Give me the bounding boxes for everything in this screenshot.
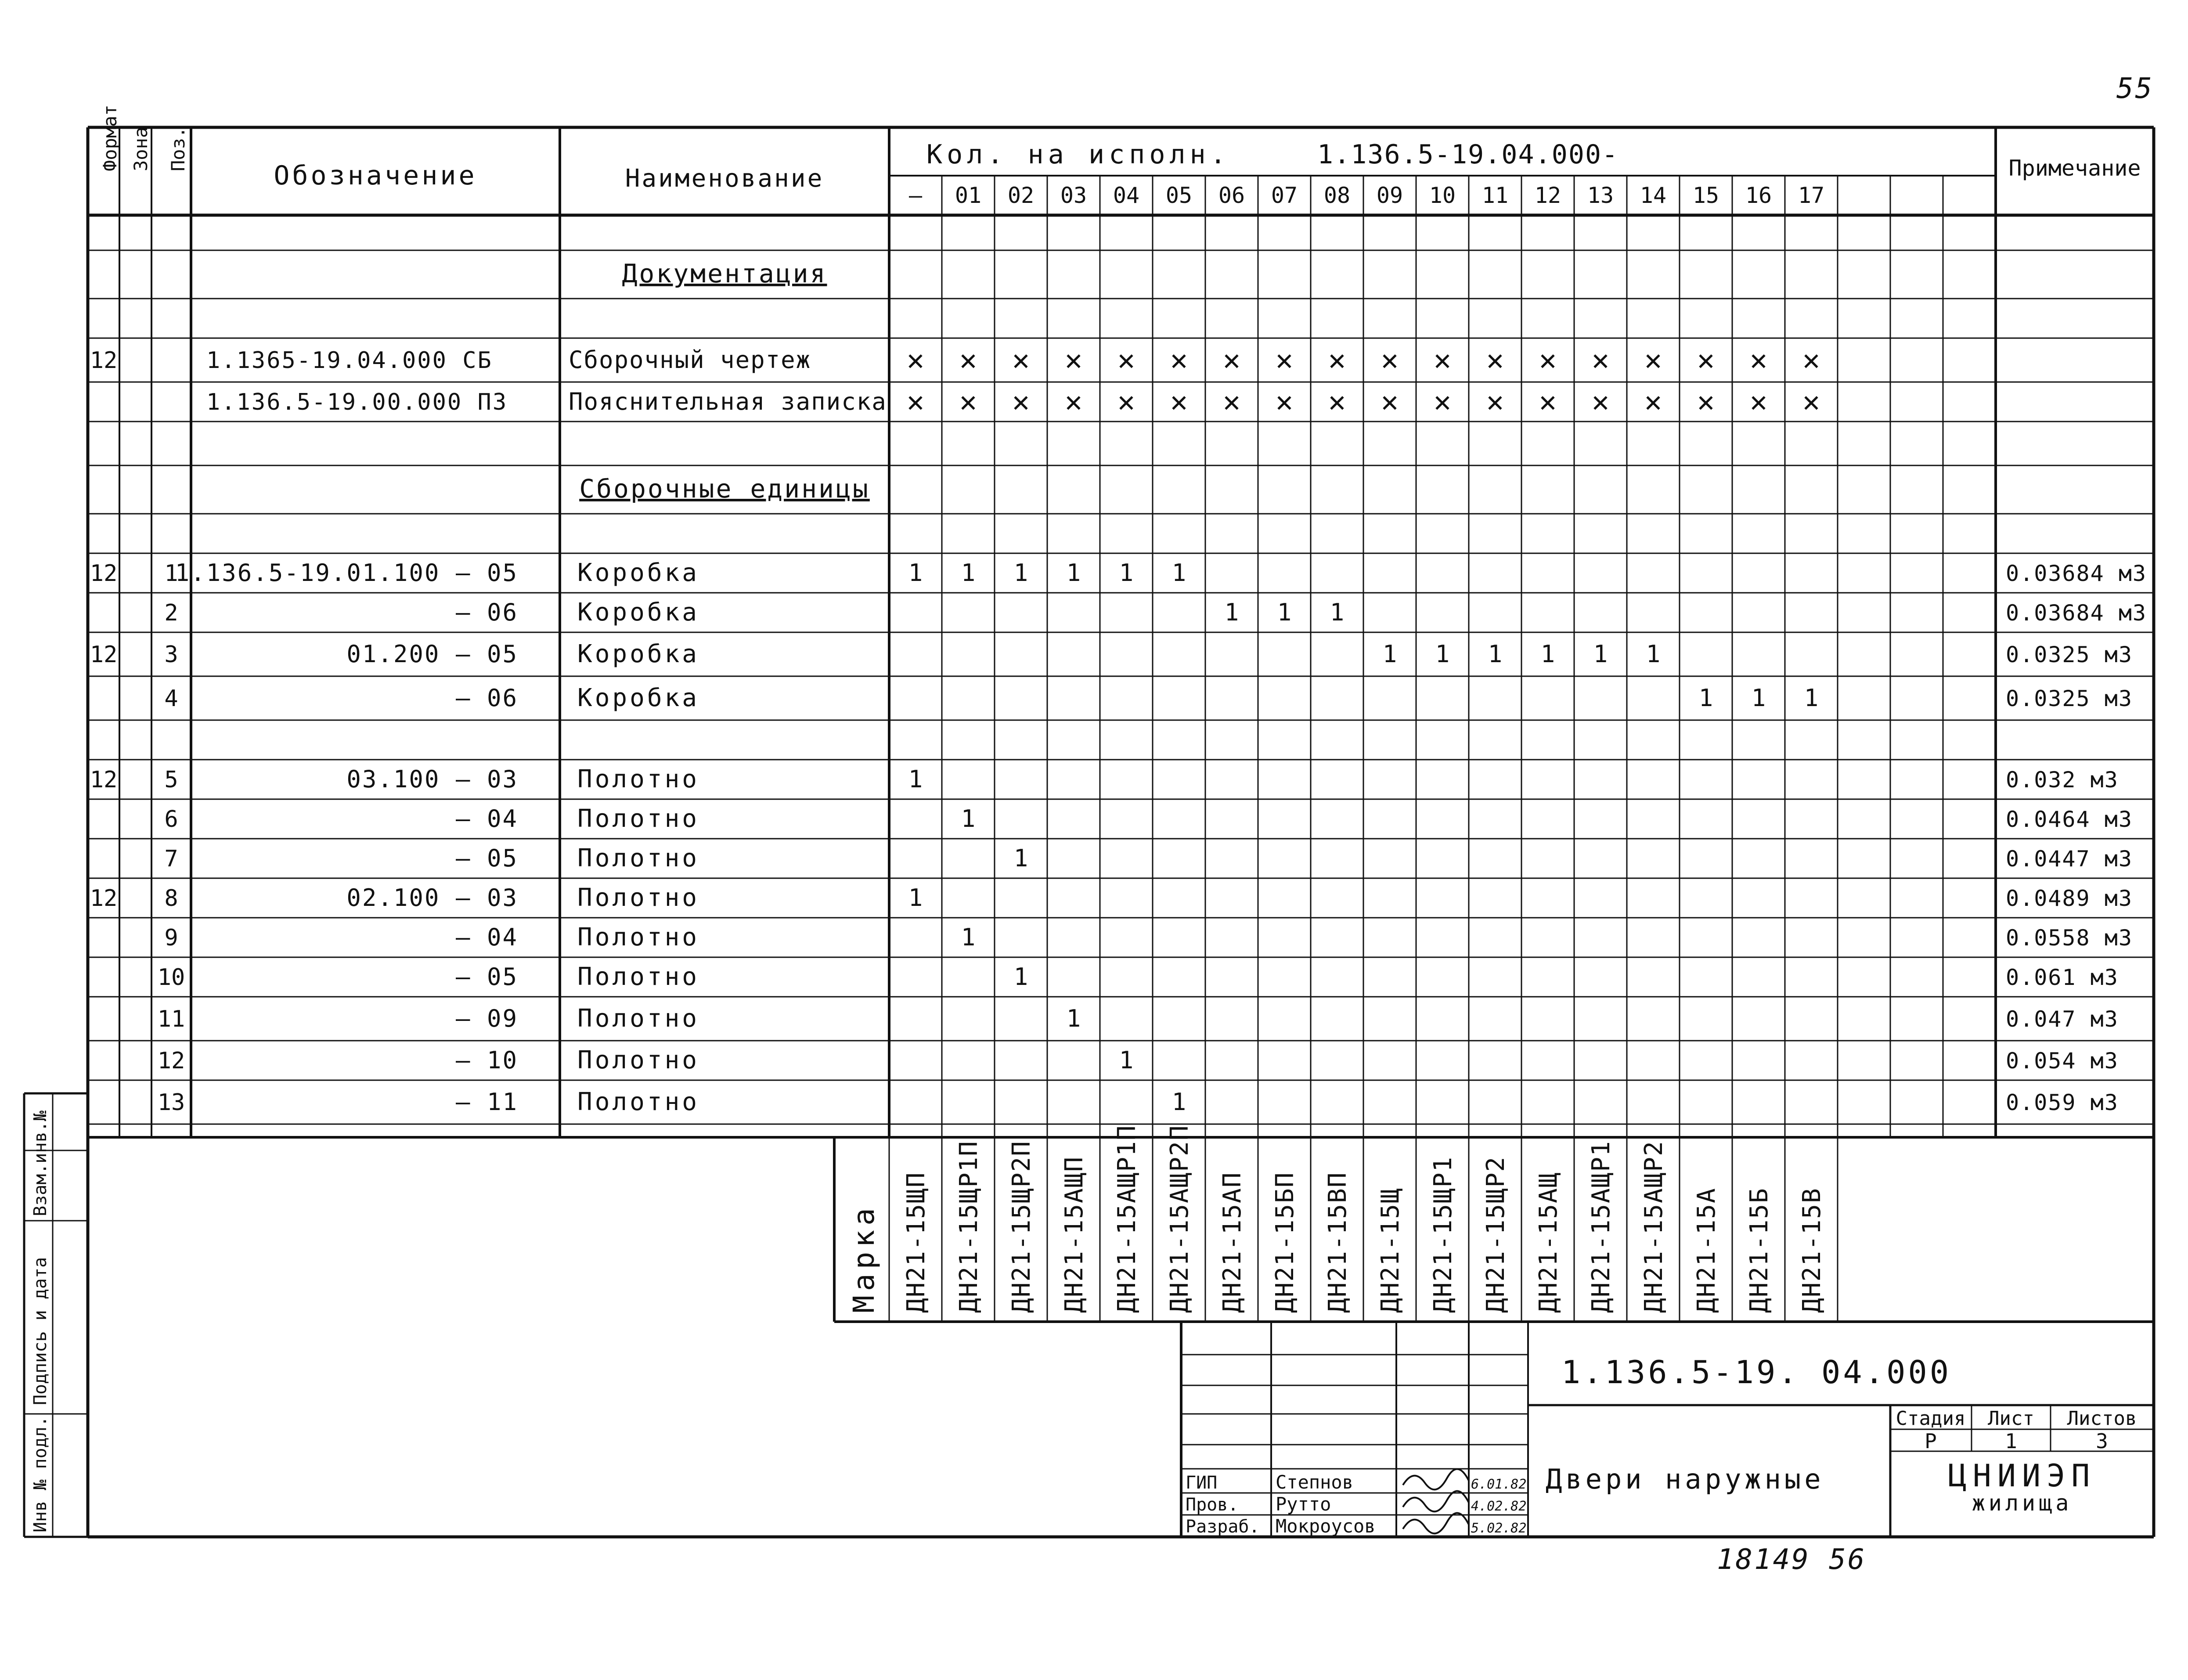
qty-value: 1 (1066, 1005, 1081, 1032)
cross-mark: ✕ (1117, 343, 1135, 377)
qty-value: 1 (908, 884, 923, 912)
cross-mark: ✕ (907, 385, 924, 418)
variant-label: — (908, 183, 923, 208)
variant-mark: ДН21-15Б (1745, 1187, 1773, 1313)
variant-mark: ДН21-15АП (1218, 1172, 1247, 1313)
variant-label: 13 (1587, 183, 1614, 208)
signer-date: 5.02.82 (1471, 1521, 1527, 1536)
signer-date: 6.01.82 (1471, 1477, 1527, 1492)
cross-mark: ✕ (1750, 385, 1767, 418)
row-designation: 02.100 — 03 (346, 884, 518, 912)
row-note: 0.054 м3 (2006, 1048, 2119, 1074)
signer-role: ГИП (1186, 1473, 1218, 1493)
qty-value: 1 (1698, 684, 1713, 712)
header-note: Примечание (2008, 155, 2141, 181)
row-designation: — 10 (455, 1046, 518, 1074)
row-format: 12 (90, 347, 118, 374)
cross-mark: ✕ (1802, 343, 1820, 377)
row-designation: — 05 (455, 844, 518, 872)
section-title: Сборочные единицы (579, 474, 870, 504)
row-pos: 9 (164, 925, 178, 951)
cross-mark: ✕ (1223, 385, 1240, 418)
signer-role: Пров. (1186, 1495, 1239, 1515)
variant-mark: ДН21-15АЩР2 (1640, 1140, 1668, 1313)
qty-value: 1 (1435, 640, 1450, 668)
row-format: 12 (90, 560, 118, 587)
row-note: 0.032 м3 (2006, 767, 2119, 793)
row-designation: 01.200 — 05 (346, 640, 518, 668)
signer-role: Разраб. (1186, 1517, 1260, 1537)
row-designation: 1.136.5-19.01.100 — 05 (175, 559, 518, 587)
stage-value: Р (1925, 1429, 1937, 1453)
cross-mark: ✕ (1328, 385, 1346, 418)
cross-mark: ✕ (1644, 343, 1662, 377)
qty-value: 1 (1646, 640, 1661, 668)
cross-mark: ✕ (1117, 385, 1135, 418)
variant-mark: ДН21-15АЩП (1060, 1156, 1089, 1313)
row-designation: — 04 (455, 805, 518, 833)
row-name: Коробка (577, 559, 700, 587)
row-name: Коробка (577, 640, 700, 668)
variant-mark: ДН21-15АЩР2П (1165, 1125, 1194, 1313)
row-name: Пояснительная записка (569, 388, 887, 415)
qty-value: 1 (961, 923, 976, 951)
qty-value: 1 (1488, 640, 1503, 668)
header-pos: Поз. (167, 126, 189, 171)
row-format: 12 (90, 767, 118, 793)
cross-mark: ✕ (1012, 343, 1030, 377)
cross-mark: ✕ (959, 343, 977, 377)
row-pos: 5 (164, 767, 178, 793)
header-base-code: 1.136.5-19.04.000- (1317, 139, 1619, 170)
qty-value: 1 (908, 765, 923, 793)
variant-mark: ДН21-15АЩР1П (1113, 1125, 1141, 1313)
qty-value: 1 (1066, 559, 1081, 587)
variant-label: 01 (955, 183, 982, 208)
row-note: 0.061 м3 (2006, 965, 2119, 990)
variant-mark: ДН21-15БП (1271, 1172, 1299, 1313)
row-note: 0.0325 м3 (2006, 642, 2133, 667)
row-pos: 13 (157, 1089, 185, 1116)
signature (1403, 1469, 1469, 1490)
qty-value: 1 (1382, 640, 1397, 668)
row-name: Полотно (577, 765, 700, 793)
cross-mark: ✕ (1276, 385, 1293, 418)
org-line2: жилища (1972, 1490, 2073, 1516)
qty-value: 1 (1013, 963, 1028, 991)
cross-mark: ✕ (1328, 343, 1346, 377)
sheets-value: 3 (2096, 1429, 2108, 1453)
stamp-sign-label: Подпись и дата (30, 1257, 50, 1405)
header-zone: Зона (130, 126, 151, 171)
variant-mark: ДН21-15АЩР1 (1587, 1140, 1615, 1313)
row-designation: — 04 (455, 923, 518, 951)
row-note: 0.0325 м3 (2006, 686, 2133, 711)
row-pos: 12 (157, 1048, 185, 1074)
qty-value: 1 (1751, 684, 1766, 712)
row-name: Полотно (577, 804, 700, 833)
variant-label: 11 (1481, 183, 1509, 208)
row-pos: 8 (164, 885, 178, 912)
header-qty-label: Кол. на исполн. (926, 139, 1230, 170)
row-note: 0.03684 м3 (2006, 600, 2147, 626)
variant-mark: ДН21-15ВП (1323, 1172, 1352, 1313)
cross-mark: ✕ (1012, 385, 1030, 418)
qty-value: 1 (1171, 1088, 1186, 1116)
row-name: Полотно (577, 963, 700, 991)
variant-label: 15 (1692, 183, 1719, 208)
variant-label: 17 (1798, 183, 1825, 208)
cross-mark: ✕ (1486, 343, 1504, 377)
qty-value: 1 (1224, 598, 1239, 626)
row-name: Коробка (577, 598, 700, 627)
variant-mark: ДН21-15ЩР1П (955, 1140, 983, 1313)
qty-value: 1 (1013, 559, 1028, 587)
variant-mark: ДН21-15ЩР2 (1481, 1156, 1510, 1313)
qty-value: 1 (1013, 844, 1028, 872)
variant-mark: ДН21-15АЩ (1534, 1172, 1563, 1313)
row-designation: — 05 (455, 963, 518, 991)
row-name: Полотно (577, 923, 700, 952)
row-pos: 2 (164, 600, 178, 626)
variant-label: 09 (1376, 183, 1403, 208)
variant-label: 07 (1271, 183, 1298, 208)
variant-mark: ДН21-15ЩП (902, 1172, 930, 1313)
header-format: Формат (99, 105, 121, 171)
row-note: 0.0489 м3 (2006, 886, 2133, 911)
row-name: Полотно (577, 844, 700, 872)
qty-value: 1 (1540, 640, 1555, 668)
row-designation: — 06 (455, 598, 518, 626)
row-designation: — 06 (455, 684, 518, 712)
signer-date: 4.02.82 (1471, 1499, 1527, 1514)
qty-value: 1 (1330, 598, 1345, 626)
sheet-value: 1 (2005, 1429, 2017, 1453)
qty-value: 1 (1119, 1046, 1134, 1074)
cross-mark: ✕ (1170, 343, 1188, 377)
qty-value: 1 (1171, 559, 1186, 587)
stamp-zam-label: Взам.инв.№ (30, 1110, 50, 1216)
signature (1403, 1513, 1469, 1534)
row-note: 0.0558 м3 (2006, 925, 2133, 951)
variant-mark: ДН21-15В (1798, 1187, 1826, 1313)
row-designation: 1.1365-19.04.000 СБ (206, 347, 493, 374)
variant-label: 02 (1007, 183, 1035, 208)
cross-mark: ✕ (1592, 343, 1609, 377)
cross-mark: ✕ (907, 343, 924, 377)
row-pos: 3 (164, 642, 178, 668)
variant-label: 05 (1165, 183, 1193, 208)
variant-label: 14 (1640, 183, 1667, 208)
row-pos: 1 (164, 560, 178, 587)
qty-value: 1 (1277, 598, 1292, 626)
page-number: 55 (2116, 72, 2154, 105)
cross-mark: ✕ (1592, 385, 1609, 418)
row-pos: 11 (157, 1006, 185, 1032)
qty-value: 1 (961, 559, 976, 587)
variant-mark: ДН21-15ЩР1 (1429, 1156, 1457, 1313)
cross-mark: ✕ (1065, 343, 1082, 377)
row-name: Коробка (577, 684, 700, 712)
qty-value: 1 (961, 805, 976, 833)
cross-mark: ✕ (1486, 385, 1504, 418)
signer-name: Мокроусов (1276, 1515, 1376, 1537)
variant-mark: ДН21-15ЩР2П (1007, 1140, 1036, 1313)
row-format: 12 (90, 642, 118, 668)
sheets-label: Листов (2067, 1407, 2137, 1430)
cross-mark: ✕ (1434, 385, 1451, 418)
row-name: Полотно (577, 883, 700, 912)
doc-title: Двери наружные (1546, 1463, 1824, 1495)
cross-mark: ✕ (1539, 385, 1557, 418)
variant-mark: ДН21-15А (1692, 1187, 1721, 1313)
row-note: 0.03684 м3 (2006, 561, 2147, 586)
cross-mark: ✕ (1276, 343, 1293, 377)
header-designation: Обозначение (274, 160, 477, 191)
variant-label: 16 (1745, 183, 1772, 208)
row-note: 0.0464 м3 (2006, 807, 2133, 832)
row-note: 0.0447 м3 (2006, 846, 2133, 872)
variant-label: 06 (1218, 183, 1245, 208)
row-pos: 10 (157, 964, 185, 991)
signer-name: Рутто (1276, 1493, 1331, 1515)
cross-mark: ✕ (959, 385, 977, 418)
variant-label: 04 (1113, 183, 1140, 208)
variant-label: 03 (1060, 183, 1087, 208)
cross-mark: ✕ (1697, 385, 1715, 418)
row-format: 12 (90, 885, 118, 912)
row-name: Полотно (577, 1088, 700, 1116)
cross-mark: ✕ (1644, 385, 1662, 418)
row-pos: 7 (164, 846, 178, 872)
row-note: 0.047 м3 (2006, 1006, 2119, 1032)
row-designation: 1.136.5-19.00.000 ПЗ (206, 389, 508, 415)
footer-note: 18149 56 (1717, 1543, 1867, 1576)
row-note: 0.059 м3 (2006, 1090, 2119, 1115)
org-line1: ЦНИИЭП (1948, 1458, 2096, 1494)
marka-label: Марка (847, 1204, 881, 1313)
qty-value: 1 (908, 559, 923, 587)
qty-value: 1 (1804, 684, 1819, 712)
stamp-inv-label: Инв № подл. (30, 1416, 50, 1532)
row-designation: — 09 (455, 1005, 518, 1032)
row-pos: 4 (164, 685, 178, 712)
cross-mark: ✕ (1434, 343, 1451, 377)
variant-label: 10 (1429, 183, 1456, 208)
cross-mark: ✕ (1697, 343, 1715, 377)
cross-mark: ✕ (1381, 343, 1399, 377)
row-designation: 03.100 — 03 (346, 765, 518, 793)
row-name: Полотно (577, 1004, 700, 1033)
cross-mark: ✕ (1381, 385, 1399, 418)
cross-mark: ✕ (1750, 343, 1767, 377)
cross-mark: ✕ (1539, 343, 1557, 377)
row-pos: 6 (164, 806, 178, 833)
variant-mark: ДН21-15Щ (1376, 1187, 1405, 1313)
row-name: Сборочный чертеж (569, 346, 811, 374)
section-title: Документация (622, 259, 827, 288)
cross-mark: ✕ (1170, 385, 1188, 418)
cross-mark: ✕ (1802, 385, 1820, 418)
cross-mark: ✕ (1223, 343, 1240, 377)
cross-mark: ✕ (1065, 385, 1082, 418)
row-name: Полотно (577, 1046, 700, 1074)
variant-label: 08 (1323, 183, 1351, 208)
qty-value: 1 (1593, 640, 1608, 668)
signer-name: Степнов (1276, 1471, 1354, 1493)
stage-label: Стадия (1896, 1407, 1966, 1430)
variant-label: 12 (1534, 183, 1561, 208)
signature (1403, 1491, 1469, 1512)
sheet-label: Лист (1988, 1407, 2034, 1430)
header-name: Наименование (625, 164, 824, 193)
qty-value: 1 (1119, 559, 1134, 587)
row-designation: — 11 (455, 1088, 518, 1116)
doc-code: 1.136.5-19. 04.000 (1561, 1354, 1952, 1391)
